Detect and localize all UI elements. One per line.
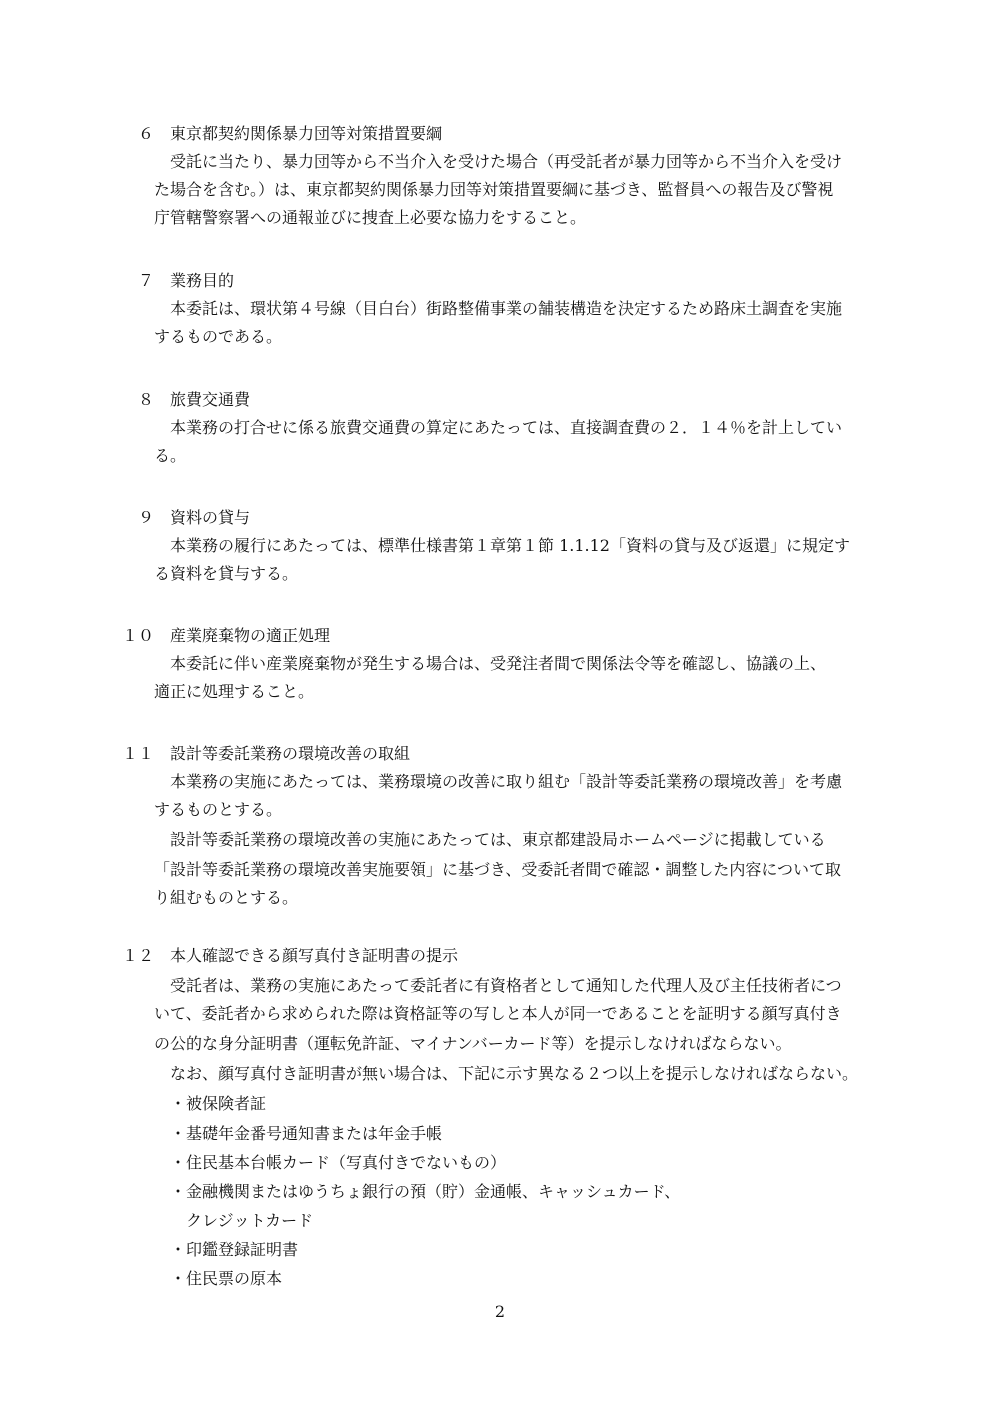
section-12-bullet-5: ・印鑑登録証明書 — [170, 1240, 299, 1259]
section-11-line-4: 「設計等委託業務の環境改善実施要領」に基づき、受委託者間で確認・調整した内容について取 — [154, 860, 842, 879]
section-12-line-2: いて、委託者から求められた際は資格証等の写しと本人が同一であることを証明する顔写真付き — [154, 1004, 842, 1023]
section-12-bullet-4-continued: クレジットカード — [186, 1211, 314, 1230]
section-12-heading: １２ 本人確認できる顔写真付き証明書の提示 — [122, 946, 459, 965]
section-9-line-1: 本業務の履行にあたっては、標準仕様書第１章第１節 1.1.12「資料の貸与及び返還」に規定す — [170, 536, 850, 555]
section-12-bullet-2: ・基礎年金番号通知書または年金手帳 — [170, 1124, 443, 1143]
section-11-line-2: するものとする。 — [154, 800, 283, 819]
section-11-heading: １１ 設計等委託業務の環境改善の取組 — [122, 744, 411, 763]
section-6-heading: ６ 東京都契約関係暴力団等対策措置要綱 — [138, 124, 443, 143]
section-7-heading: ７ 業務目的 — [138, 271, 235, 290]
section-12-line-3: の公的な身分証明書（運転免許証、マイナンバーカード等）を提示しなければならない。 — [154, 1034, 792, 1053]
section-6-line-2: た場合を含む。）は、東京都契約関係暴力団等対策措置要綱に基づき、監督員への報告及び警視 — [154, 180, 834, 199]
section-8-line-1: 本業務の打合せに係る旅費交通費の算定にあたっては、直接調査費の２．１４％を計上してい — [170, 418, 843, 437]
section-12-bullet-3: ・住民基本台帳カード（写真付きでないもの） — [170, 1153, 507, 1172]
section-12-line-4: なお、顔写真付き証明書が無い場合は、下記に示す異なる２つ以上を提示しなければならない。 — [170, 1064, 859, 1083]
section-6-line-3: 庁管轄警察署への通報並びに捜査上必要な協力をすること。 — [154, 208, 587, 227]
section-6-line-1: 受託に当たり、暴力団等から不当介入を受けた場合（再受託者が暴力団等から不当介入を受け — [170, 152, 843, 171]
section-10-heading: １０ 産業廃棄物の適正処理 — [122, 626, 331, 645]
section-9-heading: ９ 資料の貸与 — [138, 508, 251, 527]
section-7-line-1: 本委託は、環状第４号線（目白台）街路整備事業の舗装構造を決定するため路床土調査を実施 — [170, 299, 843, 318]
section-12-line-1: 受託者は、業務の実施にあたって委託者に有資格者として通知した代理人及び主任技術者につ — [170, 976, 842, 995]
section-11-line-3: 設計等委託業務の環境改善の実施にあたっては、東京都建設局ホームページに掲載している — [170, 830, 826, 849]
section-8-heading: ８ 旅費交通費 — [138, 390, 251, 409]
section-9-line-2: る資料を貸与する。 — [154, 564, 299, 583]
section-12-bullet-6: ・住民票の原本 — [170, 1269, 283, 1288]
section-11-line-5: り組むものとする。 — [154, 888, 299, 907]
page-number: 2 — [494, 1302, 506, 1321]
section-12-bullet-1: ・被保険者証 — [170, 1094, 267, 1113]
section-10-line-1: 本委託に伴い産業廃棄物が発生する場合は、受発注者間で関係法令等を確認し、協議の上、 — [170, 654, 827, 673]
section-7-line-2: するものである。 — [154, 327, 283, 346]
section-8-line-2: る。 — [154, 446, 187, 465]
section-10-line-2: 適正に処理すること。 — [154, 682, 315, 701]
section-11-line-1: 本業務の実施にあたっては、業務環境の改善に取り組む「設計等委託業務の環境改善」を考慮 — [170, 772, 843, 791]
section-12-bullet-4: ・金融機関またはゆうちょ銀行の預（貯）金通帳、キャッシュカード、 — [170, 1182, 681, 1201]
